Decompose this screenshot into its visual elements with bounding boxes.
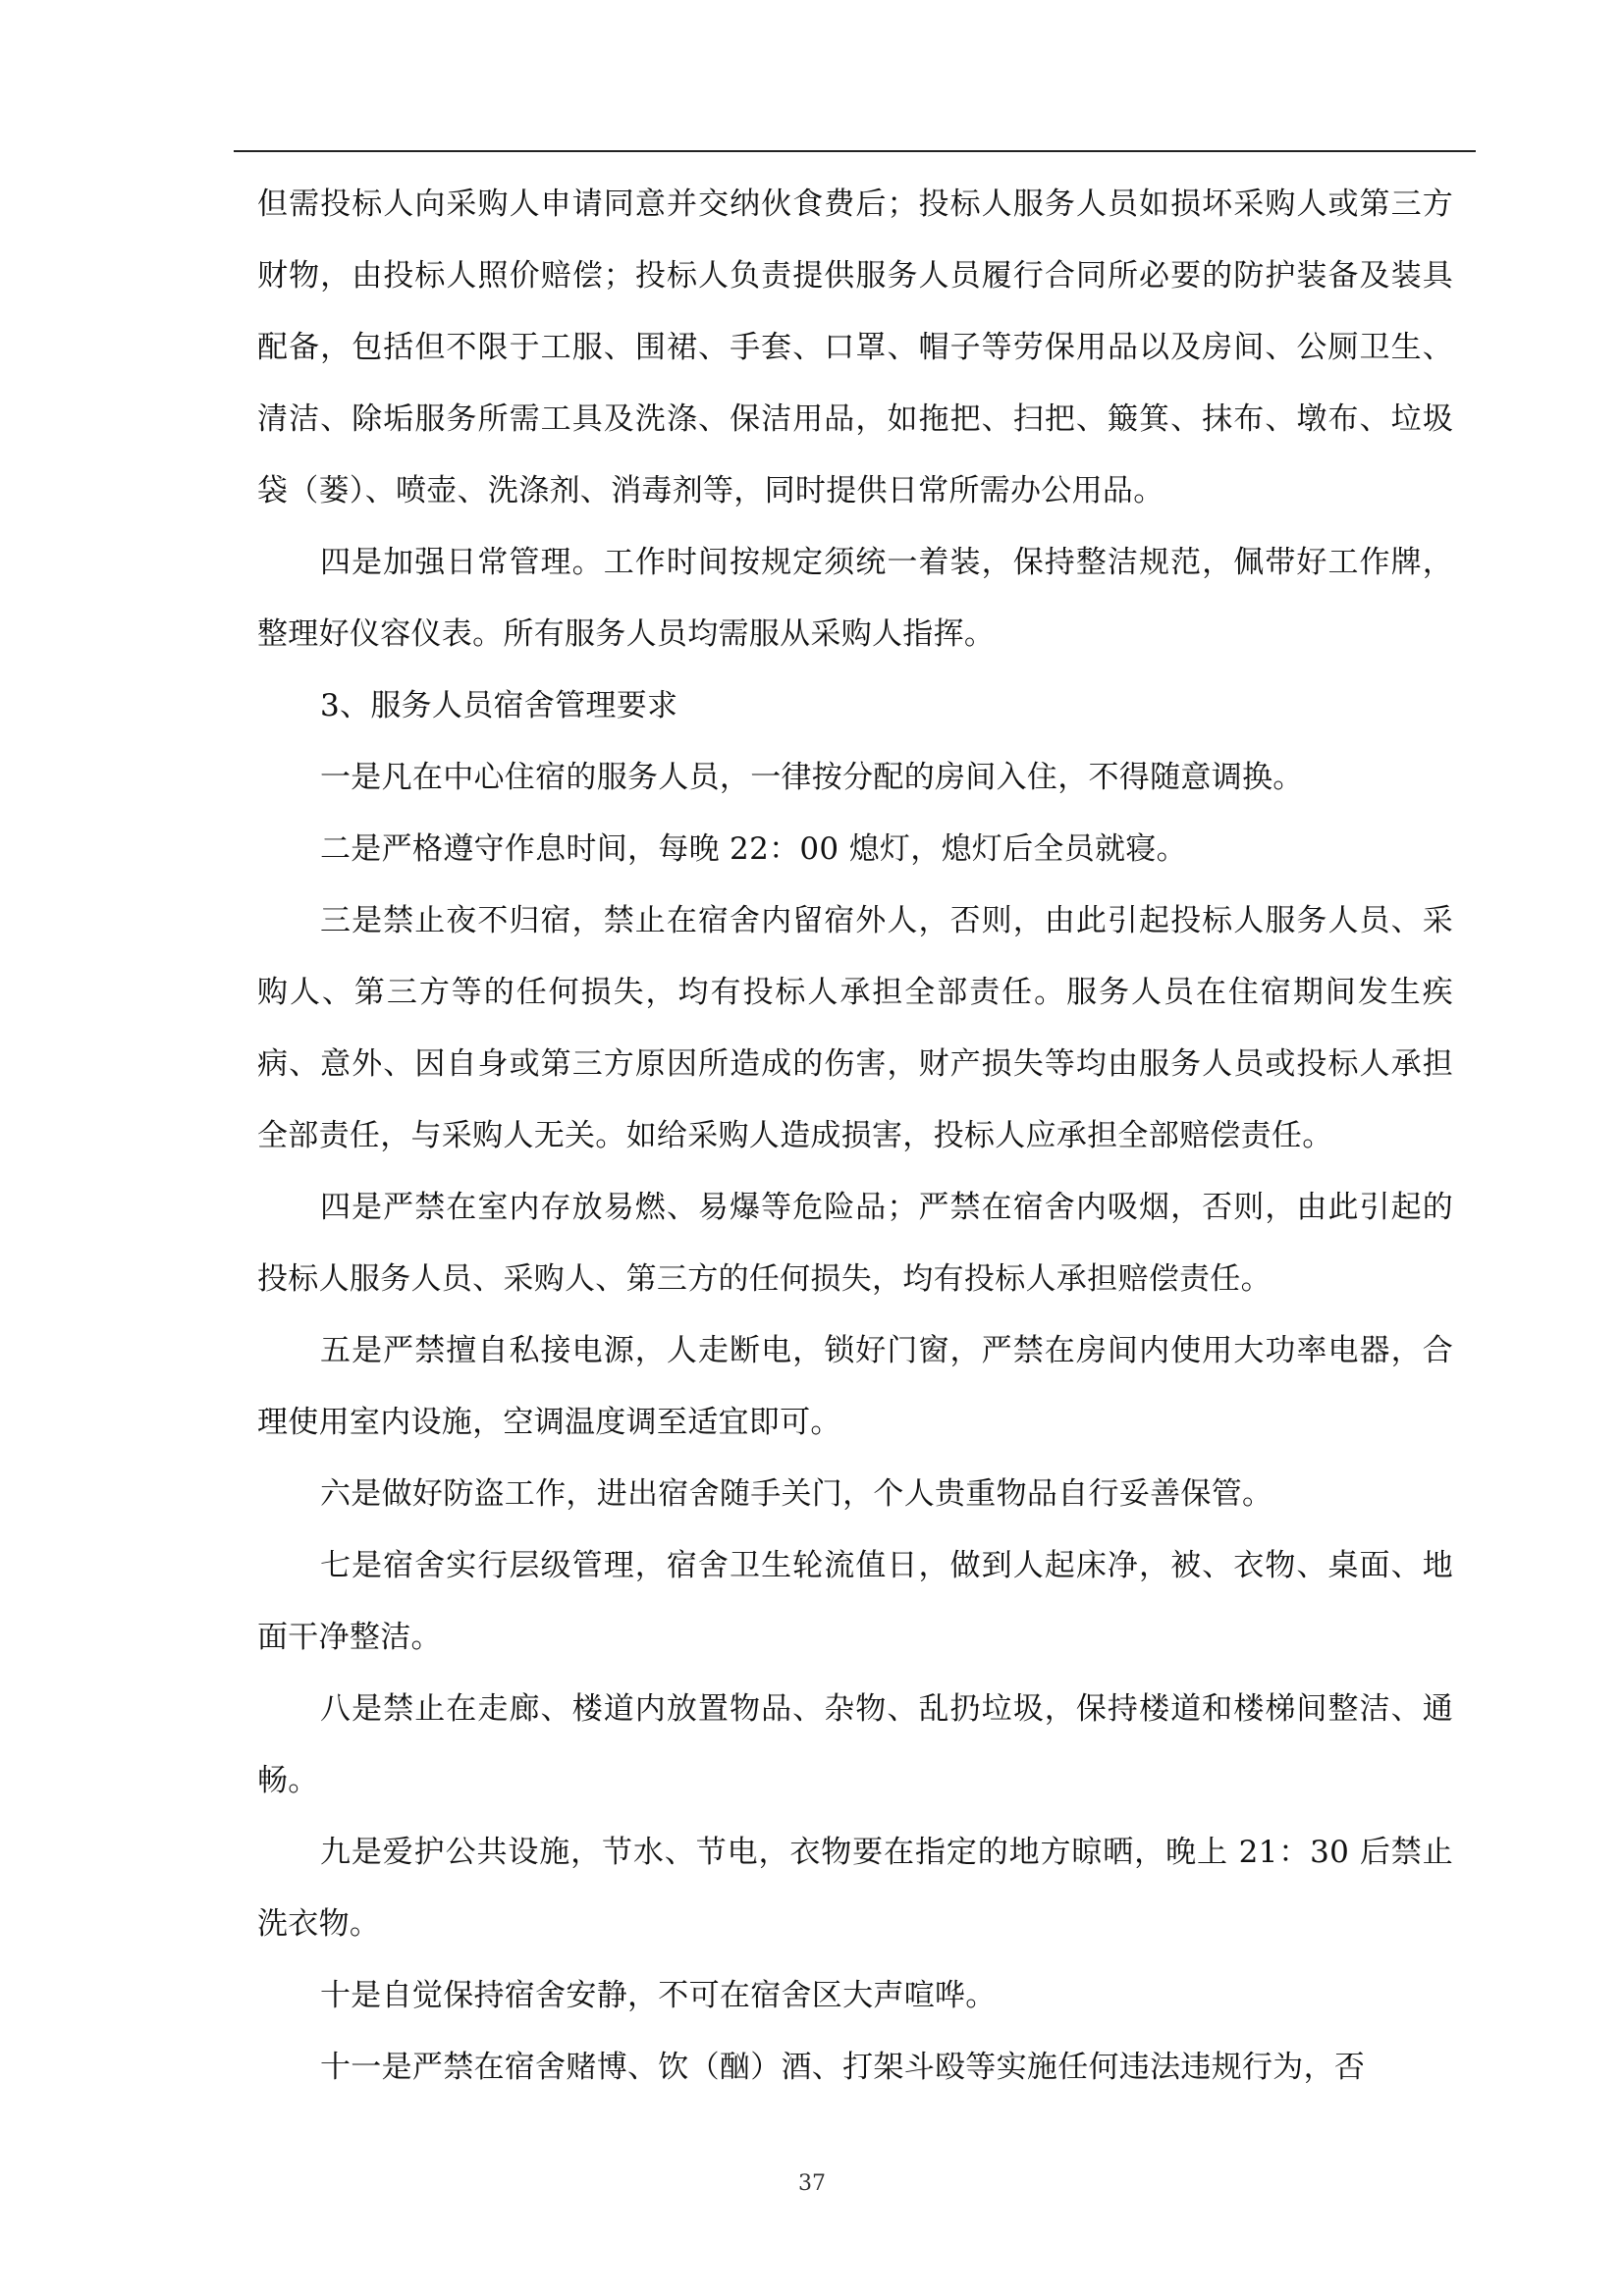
document-body (257, 169, 1453, 2104)
paragraph-rule-7: 七是宿舍实行层级管理，宿舍卫生轮流值日，做到人起床净，被、衣物、桌面、地面干净整洁。 (257, 1548, 1453, 1655)
paragraph-rule-10: 十是自觉保持宿舍安静，不可在宿舍区大声喧哗。 (320, 1978, 997, 2013)
page-number: 37 (798, 2171, 826, 2196)
paragraph-rule-6: 六是做好防盗工作，进出宿舍随手关门，个人贵重物品自行妥善保管。 (320, 1476, 1273, 1512)
paragraph-rule-4: 四是严禁在室内存放易燃、易爆等危险品；严禁在宿舍内吸烟，否则，由此引起的投标人服务人员、采购人、第三方的任何损失，均有投标人承担赔偿责任。 (257, 1190, 1453, 1297)
paragraph-rule-1: 一是凡在中心住宿的服务人员，一律按分配的房间入住，不得随意调换。 (320, 760, 1304, 795)
header-rule (234, 150, 1476, 152)
paragraph-daily-management: 四是加强日常管理。工作时间按规定须统一着装，保持整洁规范，佩带好工作牌，整理好仪容仪表。所有服务人员均需服从采购人指挥。 (257, 545, 1453, 652)
paragraph-rule-3: 三是禁止夜不归宿，禁止在宿舍内留宿外人，否则，由此引起投标人服务人员、采购人、第三方等的任何损失，均有投标人承担全部责任。服务人员在住宿期间发生疾病、意外、因自身或第三方原因所造成的伤害，财产损失等均由服务人员或投标人承担全部责任，与采购人无关。如给采购人造成损害，投标人应承担全部赔偿责任。 (257, 903, 1453, 1153)
paragraph-rule-11: 十一是严禁在宿舍赌博、饮（酗）酒、打架斗殴等实施任何违法违规行为，否 (320, 2050, 1366, 2085)
paragraph-rule-5: 五是严禁擅自私接电源，人走断电，锁好门窗，严禁在房间内使用大功率电器，合理使用室内设施，空调温度调至适宜即可。 (257, 1333, 1453, 1440)
paragraph-rule-8: 八是禁止在走廊、楼道内放置物品、杂物、乱扔垃圾，保持楼道和楼梯间整洁、通畅。 (257, 1691, 1453, 1798)
paragraph-rule-2: 二是严格遵守作息时间，每晚 22：00 熄灯，熄灯后全员就寝。 (320, 831, 1187, 867)
paragraph-rule-9: 九是爱护公共设施，节水、节电，衣物要在指定的地方晾晒，晚上 21：30 后禁止洗衣物。 (257, 1835, 1453, 1942)
section-heading-dormitory-requirements: 3、服务人员宿舍管理要求 (320, 688, 678, 723)
paragraph-continuation: 但需投标人向采购人申请同意并交纳伙食费后；投标人服务人员如损坏采购人或第三方财物，由投标人照价赔偿；投标人负责提供服务人员履行合同所必要的防护装备及装具配备，包括但不限于工服、围裙、手套、口罩、帽子等劳保用品以及房间、公厕卫生、清洁、除垢服务所需工具及洗涤、保洁用品，如拖把、扫把、簸箕、抹布、墩布、垃圾袋（蒌）、喷壶、洗涤剂、消毒剂等，同时提供日常所需办公用品。 (257, 187, 1453, 508)
